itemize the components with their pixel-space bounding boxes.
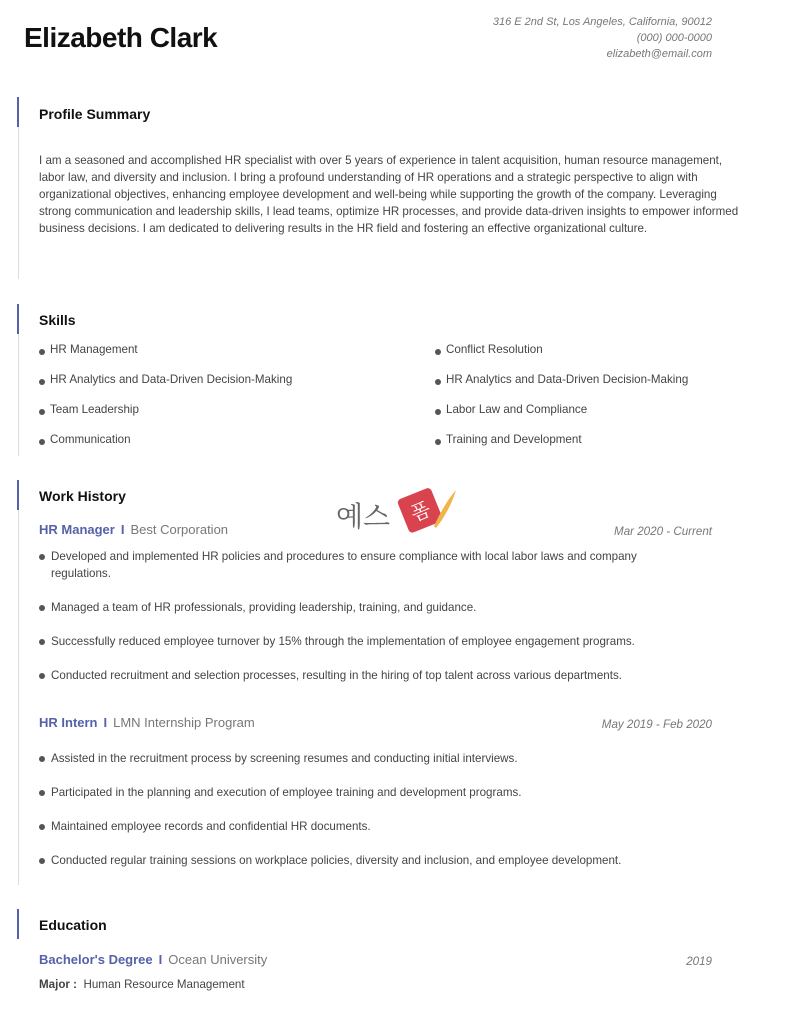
major-label: Major : xyxy=(39,978,78,991)
degree: Bachelor's Degree xyxy=(39,952,153,967)
separator: I xyxy=(103,715,108,730)
work-heading: Work History xyxy=(39,488,126,504)
job-bullet: Maintained employee records and confidential HR documents. xyxy=(39,818,699,835)
skills-heading: Skills xyxy=(39,312,76,328)
skill-item: HR Analytics and Data-Driven Decision-Making xyxy=(39,373,292,386)
phone: (000) 000-0000 xyxy=(636,32,712,44)
job-bullet: Successfully reduced employee turnover by 15% through the implementation of employee engagement programs. xyxy=(39,633,699,650)
job-title: HR Manager xyxy=(39,522,115,537)
skill-item: Conflict Resolution xyxy=(435,343,543,356)
company: LMN Internship Program xyxy=(113,715,255,730)
job-bullet: Participated in the planning and execution of employee training and development programs. xyxy=(39,784,699,801)
section-accent-bar xyxy=(17,909,19,939)
job-bullet: Conducted recruitment and selection processes, resulting in the hiring of top talent across various departments. xyxy=(39,667,699,684)
job-title-line xyxy=(39,522,228,537)
skill-item: Labor Law and Compliance xyxy=(435,403,587,416)
skill-item: Training and Development xyxy=(435,433,582,446)
job-dates: May 2019 - Feb 2020 xyxy=(601,718,712,731)
section-divider xyxy=(18,480,19,885)
job-bullet: Conducted regular training sessions on workplace policies, diversity and inclusion, and employee development. xyxy=(39,852,699,869)
profile-text: I am a seasoned and accomplished HR specialist with over 5 years of experience in talent acquisition, human resource management, labor law, and diversity and inclusion. I bring a profound understanding of HR operations and a strategic perspective to align with organizational objectives, enhancing employee development and well-being while supporting the growth of the company. Leveraging strong communication and leadership skills, I lead teams, optimize HR processes, and provide data-driven insights to empower informed business decisions. I am dedicated to delivering results in the HR field and fostering an effective organizational culture. xyxy=(39,154,739,235)
job-bullet: Assisted in the recruitment process by screening resumes and conducting initial interviews. xyxy=(39,750,699,767)
graduation-year: 2019 xyxy=(686,955,712,968)
job-title-line xyxy=(39,715,255,730)
company: Best Corporation xyxy=(130,522,229,537)
job-dates: Mar 2020 - Current xyxy=(614,525,712,538)
section-accent-bar xyxy=(17,97,19,127)
svg-text:예스: 예스 xyxy=(336,500,391,533)
separator: I xyxy=(158,952,163,967)
skill-item: Communication xyxy=(39,433,131,446)
section-accent-bar xyxy=(17,480,19,510)
job-bullet: Developed and implemented HR policies and procedures to ensure compliance with local labor laws and company regulations. xyxy=(39,548,699,582)
separator: I xyxy=(120,522,125,537)
address: 316 E 2nd St, Los Angeles, California, 90012 xyxy=(492,16,712,28)
section-accent-bar xyxy=(17,304,19,334)
skill-item: HR Management xyxy=(39,343,138,356)
education-heading: Education xyxy=(39,917,107,933)
major: Human Resource Management xyxy=(83,978,245,991)
school: Ocean University xyxy=(168,952,268,967)
profile-heading: Profile Summary xyxy=(39,106,151,122)
degree-line xyxy=(39,952,267,967)
job-bullet: Managed a team of HR professionals, providing leadership, training, and guidance. xyxy=(39,599,699,616)
candidate-name: Elizabeth Clark xyxy=(24,22,218,53)
skill-item: Team Leadership xyxy=(39,403,139,416)
skill-item: HR Analytics and Data-Driven Decision-Making xyxy=(435,373,688,386)
svg-text:폼: 폼 xyxy=(406,496,434,527)
job-title: HR Intern xyxy=(39,715,98,730)
email: elizabeth@email.com xyxy=(606,48,712,60)
major-line xyxy=(39,978,245,991)
watermark-logo xyxy=(336,484,460,534)
